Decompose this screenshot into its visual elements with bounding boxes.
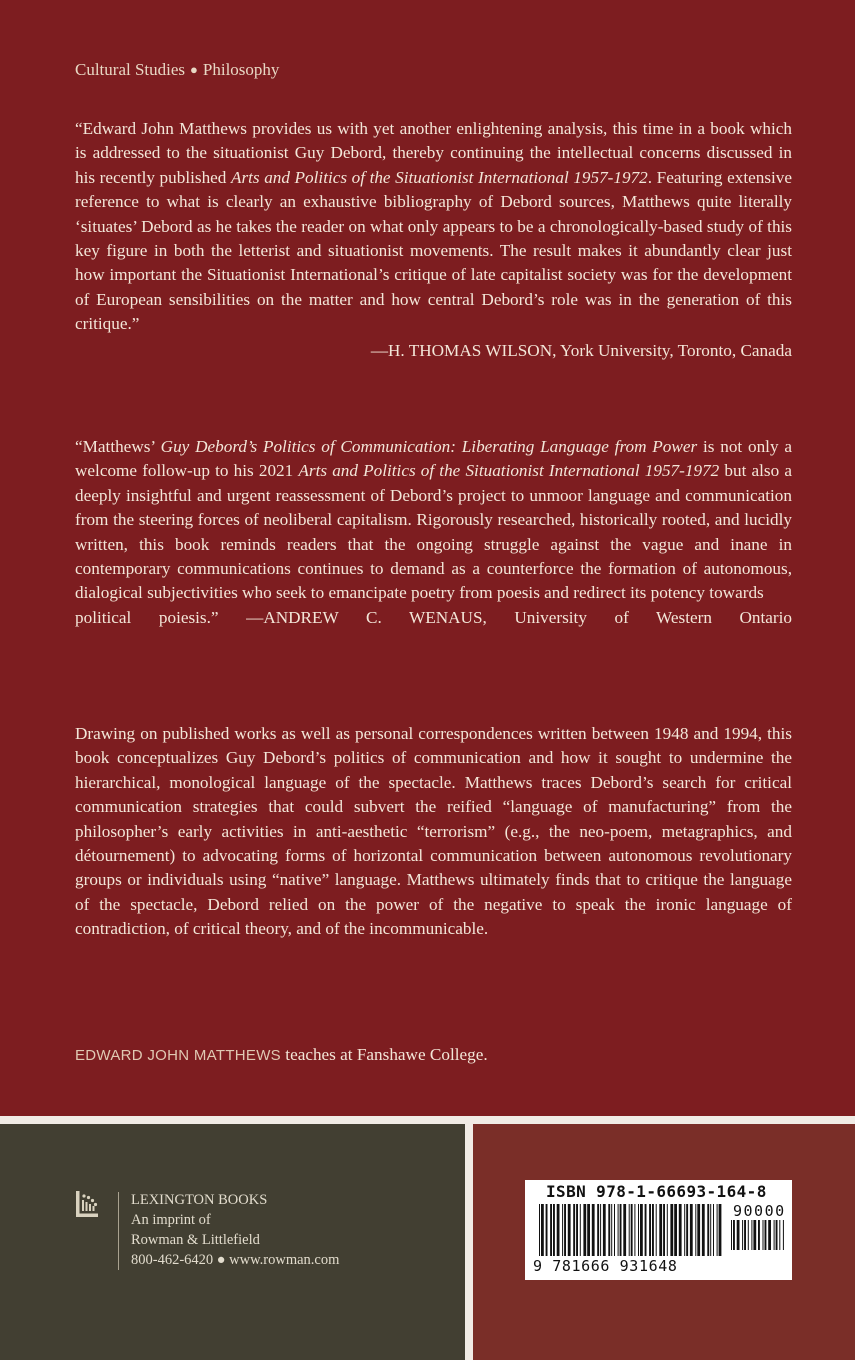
barcode-bar [562, 1204, 563, 1256]
barcode-bar [573, 1204, 575, 1256]
barcode-bar [546, 1204, 548, 1256]
quote-segment: “Edward John Matthews provides us with yet another enlightening analysis, this time in a book which is addressed to the situationist Guy Debord, thereby continuing the intellectual concerns discussed in his recently published [75, 119, 792, 187]
barcode-bar [679, 1204, 682, 1256]
quote-attribution: —ANDREW C. WENAUS, University of Western Ontario [246, 607, 793, 627]
barcode-bar [670, 1204, 673, 1256]
barcode-panel [473, 1124, 855, 1360]
barcode-bar [686, 1204, 688, 1256]
barcode-bar [597, 1204, 599, 1256]
quote-text [75, 435, 792, 606]
barcode-bar [674, 1204, 677, 1256]
review-quote-wilson [75, 117, 792, 363]
barcode-bar [776, 1220, 778, 1250]
publisher-divider [118, 1192, 119, 1270]
barcode-bar [719, 1204, 722, 1256]
barcode-bar [702, 1204, 705, 1256]
category-philosophy: Philosophy [202, 60, 280, 79]
quote-segment: is not only a welcome follow-up to his 2021 [75, 437, 792, 481]
barcode-bar [710, 1204, 711, 1256]
barcode-bar [592, 1204, 595, 1256]
barcode-bar [568, 1204, 571, 1256]
barcode-bar [580, 1204, 581, 1256]
barcode-bar [576, 1204, 578, 1256]
quote-segment: . Featuring extensive reference to what is clearly an exhaustive bibliography of Debord sources, Matthews quite literally ‘situates’ Debord as he takes the reader on what only appears to be a chronologically-based study of this key figure in both the letterist and situationist movements. The result makes it abundantly clear just how important the Situationist International’s critique of late capitalist society was for the development of European sensibilities on the matter and how central Debord’s role was in the generation of this critique.” [75, 167, 792, 334]
barcode-bar [751, 1220, 752, 1250]
addon-digits: 90000 [733, 1202, 786, 1220]
barcode-bar [608, 1204, 610, 1256]
barcode-bar [557, 1204, 560, 1256]
panel-gap [465, 1124, 473, 1360]
isbn-text: ISBN 978-1-66693-164-8 [546, 1182, 767, 1201]
book-title: Arts and Politics of the Situationist International 1957-1972 [298, 461, 720, 481]
ean-digits: 9 781666 931648 [533, 1257, 678, 1275]
ean-barcode-bars [537, 1204, 722, 1256]
author-bio [75, 1043, 792, 1068]
barcode-bar [697, 1204, 700, 1256]
barcode-bar [649, 1204, 651, 1256]
barcode-bar [667, 1204, 668, 1256]
barcode-bar [652, 1204, 654, 1256]
barcode-bar [733, 1220, 735, 1250]
barcode-bar [638, 1204, 639, 1256]
barcode-bar [763, 1220, 764, 1250]
category-cultural-studies: Cultural Studies [75, 60, 186, 79]
category-line [75, 60, 279, 80]
barcode-bar [623, 1204, 626, 1256]
barcode-bar [742, 1220, 743, 1250]
bullet-separator: ● [190, 62, 198, 77]
barcode-bar [618, 1204, 619, 1256]
barcode-bar [539, 1204, 540, 1256]
barcode-bar [684, 1204, 685, 1256]
quote-segment: political poiesis.” [75, 607, 219, 627]
quote-segment: “Matthews’ [75, 437, 161, 456]
barcode-bar [731, 1220, 732, 1250]
barcode-bar [748, 1220, 749, 1250]
book-title: Guy Debord’s Politics of Communication: Liberating Language from Power [160, 437, 698, 456]
barcode-bar [645, 1204, 647, 1256]
barcode-bar [695, 1204, 696, 1256]
addon-barcode-bars [729, 1220, 787, 1272]
publisher-contact: 800-462-6420 ● www.rowman.com [131, 1252, 340, 1268]
quote-last-line [75, 606, 792, 630]
author-name: EDWARD JOHN MATTHEWS [75, 1047, 281, 1064]
barcode-bar [783, 1220, 784, 1250]
barcode-bar [744, 1220, 746, 1250]
barcode-bar [758, 1220, 760, 1250]
barcode-bar [631, 1204, 633, 1256]
barcode-bar [600, 1204, 601, 1256]
review-quote-wenaus [75, 435, 792, 630]
publisher-panel [0, 1124, 465, 1360]
book-description: Drawing on published works as well as personal correspondences written between 1948 and 1994, this book conceptualizes Guy Debord’s politics of communication and how it sought to undermine the hierarchical, monological language of the spectacle. Matthews traces Debord’s search for critical communication strategies that could subvert the reified “language of manufacturing” from the philosopher’s early activities in anti-aesthetic “terrorism” (e.g., the neo-poem, metagraphics, and détournement) to advocating forms of horizontal communication between autonomous revolutionary groups or individuals using “native” language. Matthews ultimately finds that to critique the language of the spectacle, Debord relied on the power of the negative to speak the ironic language of contradiction, of critical theory, and of the incommunicable. [75, 724, 792, 939]
barcode-bar [656, 1204, 657, 1256]
barcode-bar [774, 1220, 775, 1250]
barcode-bar [659, 1204, 662, 1256]
barcode-bar [620, 1204, 622, 1256]
quote-segment: but also a deeply insightful and urgent reassessment of Debord’s project to unmoor language and communication from the steering forces of neoliberal capitalism. Rigorously researched, historically rooted, and lucidly written, this book reminds readers that the ongoing struggle against the vague and inane in contemporary communications continues to demand as a counterforce the formation of autonomous, dialogical subjectivities who seek to emancipate poetry from poesis and redirect its potency towards [75, 461, 792, 603]
publisher-name: LEXINGTON BOOKS [131, 1192, 268, 1208]
barcode-bar [640, 1204, 643, 1256]
barcode-bar [614, 1204, 615, 1256]
barcode-bar [611, 1204, 612, 1256]
barcode-bar [583, 1204, 586, 1256]
lexington-logo-icon [75, 1190, 99, 1218]
publisher-imprint-line: An imprint of [131, 1212, 211, 1228]
barcode-bar [550, 1204, 552, 1256]
barcode-bar [737, 1220, 740, 1250]
barcode-bar [713, 1204, 714, 1256]
barcode-bar [765, 1220, 767, 1250]
barcode-bar [768, 1220, 771, 1250]
barcode-bar [564, 1204, 566, 1256]
isbn-barcode [525, 1180, 792, 1280]
barcode-bar [634, 1204, 635, 1256]
author-bio-text: teaches at Fanshawe College. [281, 1045, 488, 1064]
barcode-bar [603, 1204, 606, 1256]
quote-text [75, 117, 792, 337]
barcode-bar [663, 1204, 665, 1256]
divider-bar [0, 1116, 855, 1124]
publisher-parent: Rowman & Littlefield [131, 1232, 260, 1248]
barcode-bar [587, 1204, 590, 1256]
barcode-bar [541, 1204, 544, 1256]
book-title: Arts and Politics of the Situationist International 1957-1972 [230, 167, 648, 187]
barcode-bar [707, 1204, 709, 1256]
barcode-bar [553, 1204, 555, 1256]
barcode-bar [690, 1204, 693, 1256]
barcode-bar [753, 1220, 756, 1250]
barcode-bar [717, 1204, 718, 1256]
barcode-bar [779, 1220, 780, 1250]
barcode-bar [629, 1204, 630, 1256]
quote-attribution: —H. THOMAS WILSON, York University, Toronto, Canada [370, 340, 792, 360]
publisher-info [131, 1190, 339, 1270]
